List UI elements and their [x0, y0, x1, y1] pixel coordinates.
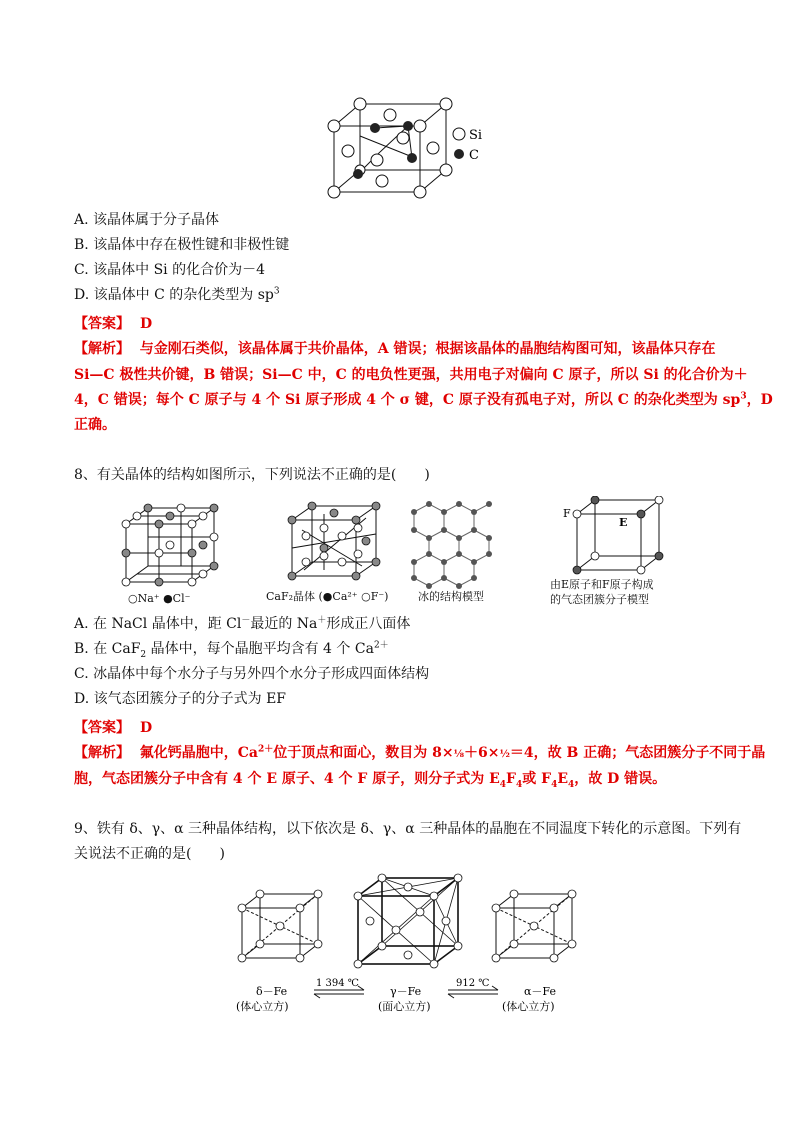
q9-question-line-1: 9、铁有 δ、γ、α 三种晶体结构，以下依次是 δ、γ、α 三种晶体的晶胞在不同温度下转化的示意图。下列有	[74, 821, 742, 837]
label-e: E	[619, 516, 628, 529]
nacl-cell-figure	[118, 502, 228, 610]
answer-tag: 【答案】	[74, 316, 130, 332]
q7-option-d-text: D. 该晶体中 C 的杂化类型为 sp	[74, 287, 274, 303]
q7-explain-line-1: 【解析】 与金刚石类似，该晶体属于共价晶体，A 错误；根据该晶体的晶胞结构图可知，该晶体只存在	[74, 341, 716, 357]
alpha-fe-label: α－Fe	[524, 985, 556, 998]
caf2-cell-figure	[262, 500, 392, 610]
alpha-fe-sub: (体心立方)	[502, 1000, 555, 1013]
label-f: F	[563, 507, 571, 520]
q7-option-d	[74, 286, 280, 304]
gamma-fe-label: γ－Fe	[390, 985, 422, 998]
q7-option-d-sup: 3	[273, 286, 280, 297]
answer-tag: 【答案】	[74, 720, 130, 736]
q7-option-b: B. 该晶体中存在极性键和非极性键	[74, 237, 290, 253]
ef-caption-2: 的气态团簇分子模型	[550, 593, 649, 606]
q8-question: 8、有关晶体的结构如图所示，下列说法不正确的是( )	[74, 467, 430, 483]
legend-si: Si	[469, 128, 483, 143]
answer-value: D	[140, 720, 153, 736]
q8-answer	[74, 717, 152, 737]
delta-fe-label: δ－Fe	[256, 985, 288, 998]
q7-explain-line-3: 4，C 错误；每个 C 原子与 4 个 Si 原子形成 4 个 σ 键，C 原子没有孤电子对，所以 C 的杂化类型为 $sp^3$，D	[74, 391, 773, 408]
q8-option-a: A. 在 NaCl 晶体中，距 Cl－最近的 Na＋形成正八面体	[74, 615, 411, 632]
q8-explain-line-1: 【解析】 氟化钙晶胞中，$Ca^{2+}$位于顶点和面心，数目为 8×⅛＋6×½＝4，故 B 正确；气态团簇分子不同于晶	[74, 744, 766, 761]
ef-cluster-figure	[545, 496, 675, 610]
q7-option-c: C. 该晶体中 Si 的化合价为－4	[74, 262, 265, 278]
nacl-caption: ○Na⁺ ●Cl⁻	[128, 592, 191, 605]
iron-phase-figure	[230, 870, 580, 1020]
q8-option-d: D. 该气态团簇分子的分子式为 EF	[74, 691, 287, 707]
q7-explain-line-2: Si—C 极性共价键，B 错误；Si—C 中，C 的电负性更强，共用电子对偏向 C 原子，所以 Si 的化合价为＋	[74, 367, 748, 383]
gamma-fe-sub: (面心立方)	[378, 1000, 431, 1013]
ice-structure-figure	[404, 492, 494, 604]
delta-fe-sub: (体心立方)	[236, 1000, 289, 1013]
q8-option-b: B. 在 CaF$_2$ 晶体中，每个晶胞平均含有 4 个 $Ca^{2+}$	[74, 640, 389, 660]
q7-option-a: A. 该晶体属于分子晶体	[74, 212, 220, 228]
ice-caption: 冰的结构模型	[418, 590, 484, 603]
explain-tag: 【解析】	[74, 341, 130, 357]
q8-option-c: C. 冰晶体中每个水分子与另外四个水分子形成四面体结构	[74, 666, 430, 682]
q7-explain-line-4: 正确。	[74, 417, 116, 433]
temp-912: 912 ℃	[456, 978, 490, 989]
q9-question-line-2: 关说法不正确的是( )	[74, 846, 225, 862]
q8-explain-line-2: 胞，气态团簇分子中含有 4 个 E 原子、4 个 F 原子，则分子式为 $E_4F_4$或 $F_4E_4$，故 D 错误。	[74, 771, 667, 790]
legend-c: C	[469, 148, 479, 163]
ef-caption-1: 由E原子和F原子构成	[550, 578, 654, 591]
temp-1394: 1 394 ℃	[316, 978, 359, 989]
answer-value: D	[140, 316, 153, 332]
caf2-caption: CaF₂晶体 (●Ca²⁺ ○F⁻)	[266, 590, 389, 603]
sic-cell-figure	[320, 96, 500, 206]
q7-answer	[74, 313, 152, 333]
